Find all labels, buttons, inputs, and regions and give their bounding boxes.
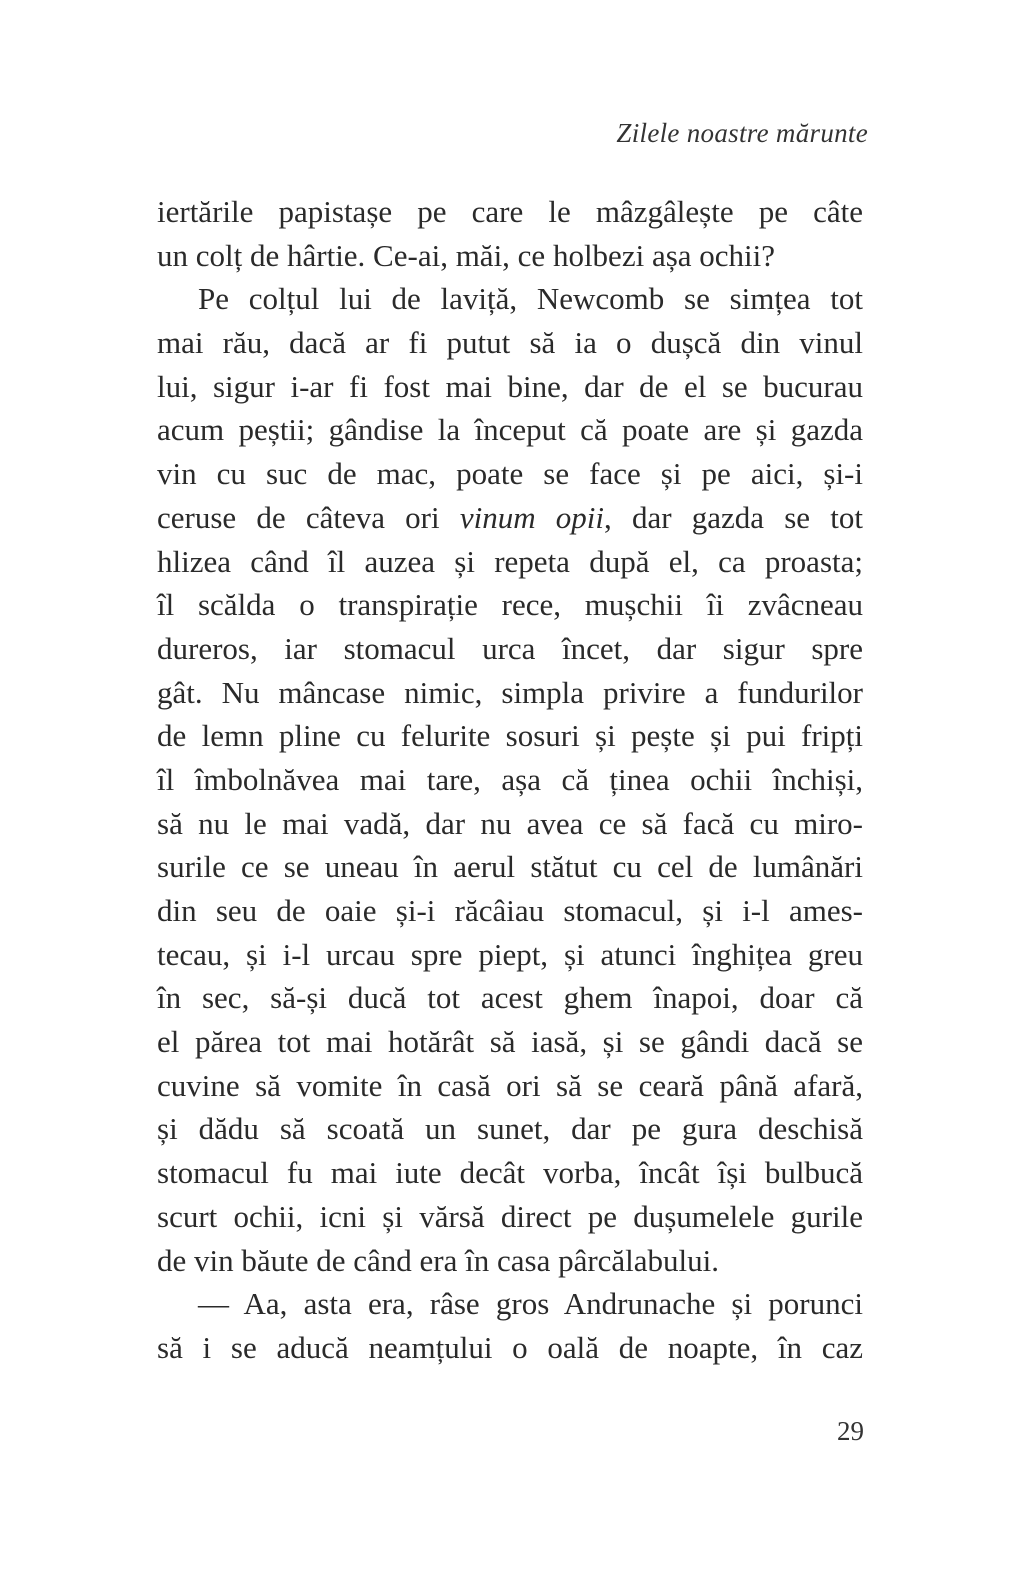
text-line: scurt ochii, icni și vărsă direct pe dușumelele gurile xyxy=(157,1198,863,1234)
text-line: tecau, și i-l urcau spre piept, și atunci înghițea greu xyxy=(157,936,863,972)
text-line: surile ce se uneau în aerul stătut cu cel de lumânări xyxy=(157,849,863,885)
text-line: îl scălda o transpirație rece, mușchii îi zvâcneau xyxy=(157,587,863,623)
text-line: el părea tot mai hotărât să iasă, și se gândi dacă se xyxy=(157,1024,863,1060)
page-number: 29 xyxy=(837,1416,864,1446)
running-header: Zilele noastre mărunte xyxy=(616,118,868,148)
body-text xyxy=(157,190,863,1370)
text-line: hlizea când îl auzea și repeta după el, ca proasta; xyxy=(157,543,863,579)
text-fragment: , dar gazda se tot xyxy=(604,499,863,535)
text-line: de vin băute de când era în casa pârcălabului. xyxy=(157,1242,720,1278)
text-line: gât. Nu mâncase nimic, simpla privire a fundurilor xyxy=(157,674,863,710)
text-line: cuvine să vomite în casă ori să se ceară până afară, xyxy=(157,1067,863,1103)
text-fragment: ceruse de câteva ori xyxy=(157,499,460,535)
text-line: Pe colțul lui de laviță, Newcomb se simțea tot xyxy=(198,281,863,317)
text-line: stomacul fu mai iute decât vorba, încât își bulbucă xyxy=(157,1155,863,1191)
text-line: lui, sigur i-ar fi fost mai bine, dar de el se bucurau xyxy=(157,368,863,404)
text-line: vin cu suc de mac, poate se face și pe aici, și-i xyxy=(157,456,863,492)
text-line: acum peștii; gândise la început că poate are și gazda xyxy=(157,412,863,448)
text-line: — Aa, asta era, râse gros Andrunache și porunci xyxy=(198,1286,863,1322)
text-line: îl îmbolnăvea mai tare, așa că ținea ochii închiși, xyxy=(157,761,863,797)
text-line: și dădu să scoată un sunet, dar pe gura deschisă xyxy=(157,1111,863,1147)
text-line: iertările papistașe pe care le mâzgâlește pe câte xyxy=(157,194,863,229)
text-line: să nu le mai vadă, dar nu avea ce să facă cu miro- xyxy=(157,805,863,841)
text-line: un colț de hârtie. Ce-ai, măi, ce holbezi așa ochii? xyxy=(157,237,776,273)
text-line: în sec, să-și ducă tot acest ghem înapoi, doar că xyxy=(157,980,863,1016)
text-line-with-term xyxy=(157,496,863,540)
text-line: să i se aducă neamțului o oală de noapte, în caz xyxy=(157,1329,863,1365)
text-line: mai rău, dacă ar fi putut să ia o dușcă din vinul xyxy=(157,325,863,361)
text-line: din seu de oaie și-i răcâiau stomacul, și i-l ames- xyxy=(157,893,863,928)
latin-term: vinum opii xyxy=(459,499,605,535)
text-line: dureros, iar stomacul urca încet, dar sigur spre xyxy=(157,630,863,666)
text-line: de lemn pline cu felurite sosuri și pește și pui fripți xyxy=(157,718,863,754)
